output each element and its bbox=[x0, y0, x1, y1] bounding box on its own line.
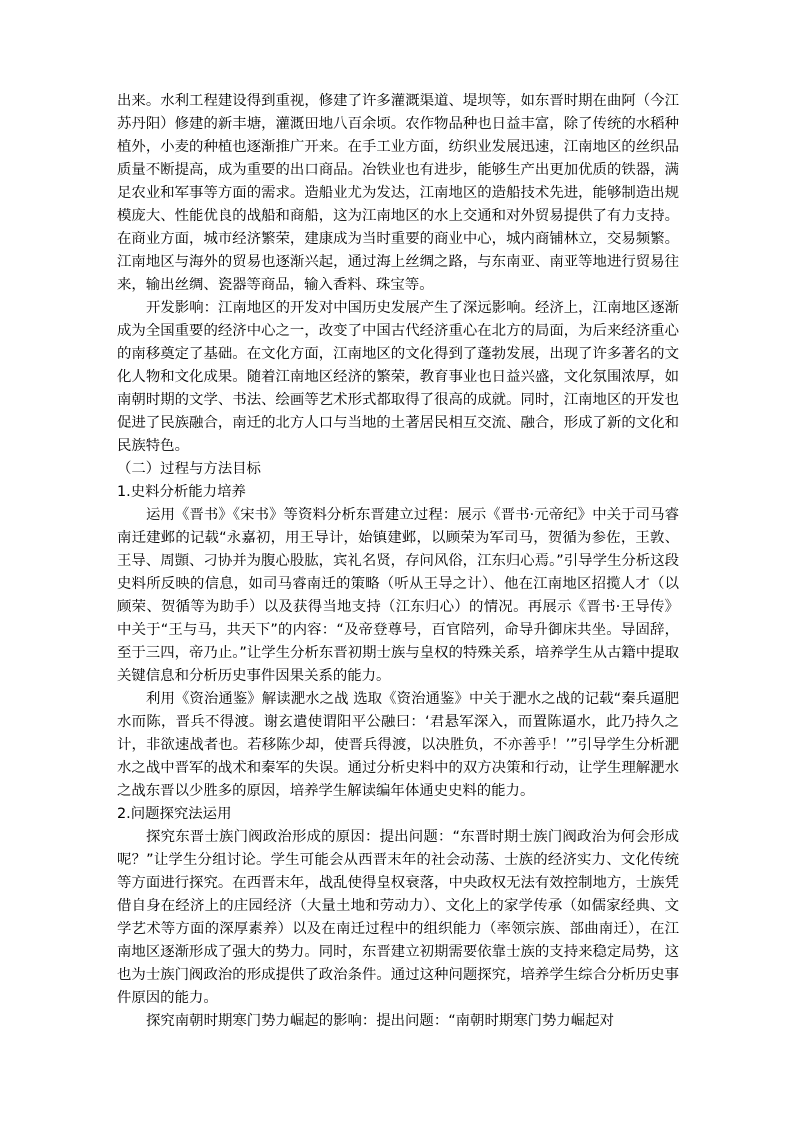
paragraph-commoner-rise: 探究南朝时期寒门势力崛起的影响：提出问题：“南朝时期寒门势力崛起对 bbox=[146, 1013, 614, 1029]
subheading-problem-inquiry: 2.问题探究法运用 bbox=[117, 806, 232, 822]
paragraph-jiangnan-economy: 出来。水利工程建设得到重视，修建了许多灌溉渠道、堤坝等，如东晋时期在曲阿（今江苏丹阳）修建的新丰塘，灌溉田地八百余顷。农作物品种也日益丰富，除了传统的水稻种植外，小麦的种植也逐渐推广开来。在手工业方面，纺织业发展迅速，江南地区的丝织品质量不断提高，成为重要的出口商品。冶铁业也有进步，能够生产出更加优质的铁器，满足农业和军事等方面的需求。造船业尤为发达，江南地区的造船技术先进，能够制造出规模庞大、性能优良的战船和商船，这为江南地区的水上交通和对外贸易提供了有力支持。在商业方面，城市经济繁荣，建康成为当时重要的商业中心，城内商铺林立，交易频繁。江南地区与海外的贸易也逐渐兴起，通过海上丝绸之路，与东南亚、南亚等地进行贸易往来，输出丝绸、瓷器等商品，输入香料、珠宝等。 bbox=[117, 93, 679, 293]
paragraph-feishui-battle: 利用《资治通鉴》解读淝水之战 选取《资治通鉴》中关于淝水之战的记载“秦兵逼肥水而陈，晋兵不得渡。谢玄遣使谓阳平公融曰：‘君悬军深入，而置陈逼水，此乃持久之计，非欲速战者也。若移陈少却，使晋兵得渡，以决胜负，不亦善乎！’”引导学生分析淝水之战中晋军的战术和秦军的失误。通过分析史料中的双方决策和行动，让学生理解淝水之战东晋以少胜多的原因，培养学生解读编年体通史史料的能力。 bbox=[117, 691, 679, 799]
section-heading-process-method: （二）过程与方法目标 bbox=[117, 461, 261, 477]
document-page bbox=[117, 90, 679, 1033]
subheading-source-analysis: 1.史料分析能力培养 bbox=[117, 484, 246, 500]
paragraph-gentry-politics: 探究东晋士族门阀政治形成的原因：提出问题：“东晋时期士族门阀政治为何会形成呢？”让学生分组讨论。学生可能会从西晋末年的社会动荡、士族的经济实力、文化传统等方面进行探究。在西晋末年，战乱使得皇权衰落，中央政权无法有效控制地方，士族凭借自身在经济上的庄园经济（大量土地和劳动力）、文化上的家学传承（如儒家经典、文学艺术等方面的深厚素养）以及在南迁过程中的组织能力（率领宗族、部曲南迁），在江南地区逐渐形成了强大的势力。同时，东晋建立初期需要依靠士族的支持来稳定局势，这也为士族门阀政治的形成提供了政治条件。通过这种问题探究，培养学生综合分析历史事件原因的能力。 bbox=[117, 829, 679, 1006]
paragraph-jinshu-analysis: 运用《晋书》《宋书》等资料分析东晋建立过程：展示《晋书·元帝纪》中关于司马睿南迁建邺的记载“永嘉初，用王导计，始镇建邺，以顾荣为军司马，贺循为参佐，王敦、王导、周顗、刁协并为腹心股肱，宾礼名贤，存问风俗，江东归心焉。”引导学生分析这段史料所反映的信息，如司马睿南迁的策略（听从王导之计）、他在江南地区招揽人才（以顾荣、贺循等为助手）以及获得当地支持（江东归心）的情况。再展示《晋书·王导传》中关于“王与马，共天下”的内容：“及帝登尊号，百官陪列，命导升御床共坐。导固辞，至于三四，帝乃止。”让学生分析东晋初期士族与皇权的特殊关系，培养学生从古籍中提取关键信息和分析历史事件因果关系的能力。 bbox=[117, 507, 679, 684]
paragraph-development-impact: 开发影响：江南地区的开发对中国历史发展产生了深远影响。经济上，江南地区逐渐成为全国重要的经济中心之一，改变了中国古代经济重心在北方的局面，为后来经济重心的南移奠定了基础。在文化方面，江南地区的文化得到了蓬勃发展，出现了许多著名的文化人物和文化成果。随着江南地区经济的繁荣，教育事业也日益兴盛，文化氛围浓厚，如南朝时期的文学、书法、绘画等艺术形式都取得了很高的成就。同时，江南地区的开发也促进了民族融合，南迁的北方人口与当地的土著居民相互交流、融合，形成了新的文化和民族特色。 bbox=[117, 300, 679, 454]
